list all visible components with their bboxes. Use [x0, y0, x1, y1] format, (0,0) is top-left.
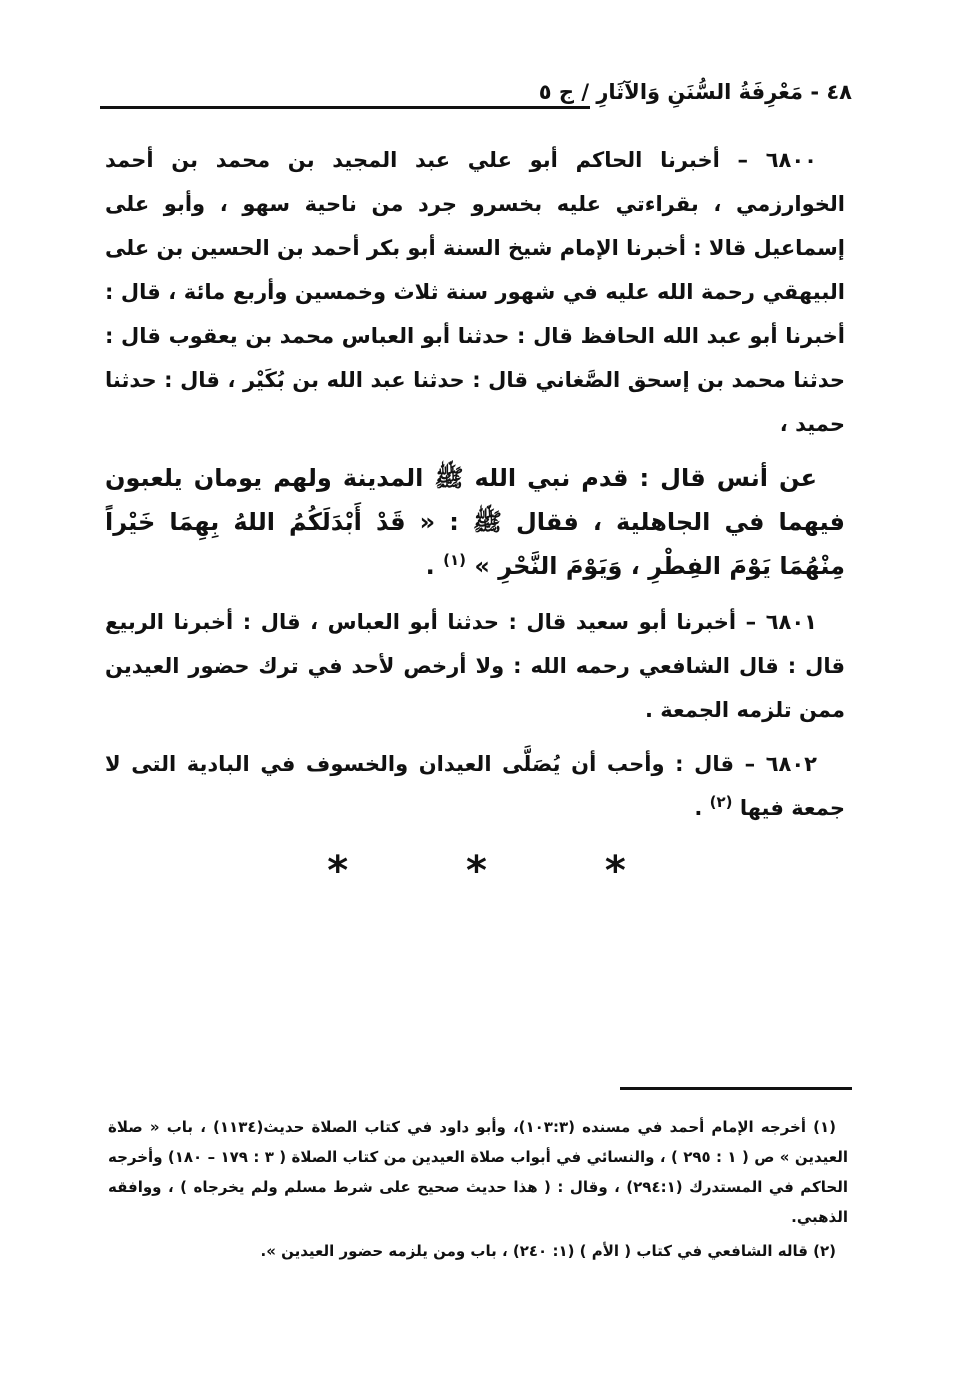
header-dash: - — [803, 80, 820, 104]
paragraph-6802 — [105, 742, 845, 830]
paragraph-text: ٦٨٠٢ – قال : وأحب أن يُصَلَّى العيدان والخسوف في البادية التى لا جمعة فيها — [105, 752, 845, 820]
section-separator: * * * — [327, 848, 678, 894]
hadith-paragraph — [105, 456, 845, 588]
footnote-rule — [620, 1087, 852, 1090]
footnote-ref-1[interactable]: (١) — [443, 551, 466, 569]
footnotes — [108, 1112, 848, 1270]
header-rule — [100, 106, 590, 109]
main-text — [105, 138, 845, 840]
paragraph-6801 — [105, 600, 845, 732]
running-title: مَعْرِفَةُ السُّنَنِ وَالآثَارِ / ج ٥ — [538, 80, 804, 104]
paragraph-text: ٦٨٠١ – أخبرنا أبو سعيد قال : حدثنا أبو العباس ، قال : أخبرنا الربيع قال : قال الشافعي رحمه الله : ولا أرخص لأحد في ترك حضور العيدين ممن تلزمه الجمعة . — [105, 610, 845, 722]
footnote-ref-2[interactable]: (٢) — [709, 793, 733, 811]
paragraph-text: ٦٨٠٠ – أخبرنا الحاكم أبو علي عبد المجيد بن محمد بن أحمد الخوارزمي ، بقراءتي عليه بخسرو جرد من ناحية سهو ، وأبو على إسماعيل قالا : أخبرنا الإمام شيخ السنة أبو بكر أحمد بن الحسين بن على البيهقي رحمة الله عليه في شهور سنة ثلاث وخمسين وأربع مائة ، قال : أخبرنا أبو عبد الله الحافظ قال : حدثنا أبو العباس محمد بن يعقوب قال : حدثنا محمد بن إسحق الصَّغاني قال : حدثنا عبد الله بن بُكَيْر ، قال : حدثنا حميد ، — [105, 148, 845, 436]
header-text — [539, 80, 852, 104]
paragraph-6800 — [105, 138, 845, 446]
paragraph-text: عن أنس قال : قدم نبي الله ﷺ المدينة ولهم يومان يلعبون فيهما في الجاهلية ، فقال ﷺ : « قَدْ أَبْدَلَكُمُ اللهُ بِهِمَا خَيْراً مِنْهُمَا يَوْمَ الفِطْرِ ، وَيَوْمَ النَّحْرِ » — [105, 464, 845, 580]
footnote-2: (٢) قاله الشافعي في كتاب ( الأم ) (١: ٢٤٠) ، باب ومن يلزمه حضور العيدين ». — [260, 1242, 836, 1260]
paragraph-end: . — [694, 796, 710, 820]
running-header — [100, 78, 852, 118]
footnote-1: (١) أخرجه الإمام أحمد في مسنده (١٠٣:٣)، وأبو داود في كتاب الصلاة حديث(١١٣٤) ، باب « صلاة العيدين » ص ( ١ : ٢٩٥ ) ، والنسائي في أبواب صلاة العيدين من كتاب الصلاة ( ٣ : ١٧٩ – ١٨٠) وأخرجه الحاكم في المستدرك (٢٩٤:١) ، وقال : ( هذا حديث صحيح على شرط مسلم ولم يخرجاه ) ، ووافقه الذهبي. — [108, 1118, 848, 1226]
page-number: ٤٨ — [826, 80, 852, 104]
paragraph-end: . — [425, 552, 444, 580]
